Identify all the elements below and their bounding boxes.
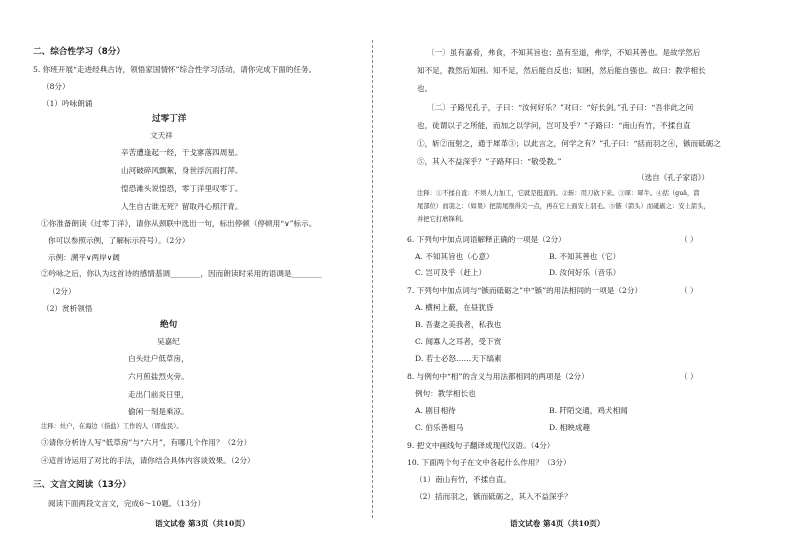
poem-1-line: 辛苦遭逢起一经，干戈寥落四周星。 [121, 148, 243, 157]
sub-task-2-label: （2）赏析领悟 [42, 304, 93, 313]
page-divider [372, 40, 373, 518]
poem-2-note: 注释：灶户，在海边（指盐）工作的人（即盐民）。 [41, 423, 183, 430]
question-7-text: 7. 下列句中加点词与“镞而砥砺之”中“镞”的用法相同的一项是（2分） [407, 286, 643, 295]
question-10-item: （2）括而羽之，镞而砥砺之，其入不益深乎？ [415, 492, 572, 501]
section-3-title: 三、文言文阅读（13分） [33, 480, 131, 490]
question-8-text: 8. 与例句中“相”的含义与用法都相同的两项是（2分） [407, 372, 589, 381]
option-c: C. 岂可及乎（赶上） [415, 268, 487, 277]
question-5-text: 5. 你班开展“走进经典古诗，领悟家国情怀”综合性学习活动，请你完成下面的任务。 [33, 65, 317, 74]
question-10-item: （1）南山有竹，不揉自直。 [415, 475, 511, 484]
question-5-points: （8分） [42, 82, 70, 91]
option-c: C. 闻寡人之耳者，受下赏 [415, 337, 502, 346]
passage-note: 并把它打磨锋利。 [417, 216, 468, 223]
sub-task-1-label: （1）吟咏朗诵 [42, 99, 93, 108]
answer-blank[interactable]: （ ） [680, 235, 698, 244]
task-3-text: ③请你分析诗人写“低草房”与“六月”，有哪几个作用？（2分） [41, 438, 252, 447]
task-1-example: 示例：溯平∨两岸∨阔 [48, 253, 120, 262]
answer-blank[interactable]: （ ） [680, 372, 698, 381]
question-9-text: 9. 把文中画线句子翻译成现代汉语。（4分） [407, 441, 555, 450]
passage-1-line: 知不足，教然后知困。知不足，然后能自反也；知困，然后能自强也。故曰：教学相长 [417, 66, 706, 75]
task-1-text: 你可以参照示例，了解标示符号）。（2分） [48, 236, 190, 245]
option-c: C. 伯乐善相马 [415, 423, 464, 432]
poem-2-author: 吴嘉纪 [157, 337, 180, 346]
poem-1-line: 惶恐滩头说惶恐，零丁洋里叹零丁。 [121, 184, 243, 193]
poem-1-title: 过零丁洋 [152, 114, 187, 124]
poem-1-line: 人生自古谁无死？留取丹心照汗青。 [121, 202, 243, 211]
task-2-text: ②吟咏之后，你认为这首诗的感情基调________，因而朗读时采用的语调是________ [41, 269, 322, 278]
poem-1-author: 文天祥 [150, 131, 173, 140]
poem-1-line: 山河破碎风飘絮，身世浮沉雨打萍。 [121, 166, 243, 175]
section-3-intro: 阅读下面两段文言文，完成6～10题。（13分） [48, 499, 206, 508]
passage-note: 注释：①不揉自直：不须人力加工，它就是挺直的。②斩：用刀砍下来。③犀：犀牛。④括（guā，箭 [417, 190, 700, 197]
passage-2-line: 也，徒谓以子之所能，而加之以学问，岂可及乎？”子路曰：“南山有竹，不揉自直 [417, 121, 691, 130]
passage-source: （选自《孔子家语》） [637, 173, 710, 182]
page-footer: 语文试卷 第3页（共10页） [155, 519, 250, 528]
question-10-text: 10. 下面两个句子在文中各起什么作用？（3分） [407, 458, 571, 467]
answer-blank[interactable]: （ ） [680, 286, 698, 295]
passage-1-line: 也。 [417, 84, 433, 93]
question-6-text: 6. 下列句中加点词语解释正确的一项是（2分） [407, 235, 566, 244]
right-page [397, 0, 794, 560]
task-4-text: ④這首诗运用了对比的手法，请你结合具体内容谈效果。（2分） [41, 456, 255, 465]
passage-2-line: ⑤，其入不益深乎？”子路拜曰：“敬受教。” [417, 157, 562, 166]
page-footer: 语文试卷 第4页（共10页） [510, 519, 605, 528]
passage-note: 尾部位）而羽之：（如果）把箭尾削得尖一点，再在它上面安上羽毛。⑤镞（箭头）而砥砺之：安上箭头， [417, 203, 710, 210]
poem-2-line: 白头灶户低草房， [128, 354, 189, 363]
option-b: B. 阡陌交通，鸡犬相闻 [549, 406, 628, 415]
poem-2-line: 走出门前炎日里， [128, 390, 189, 399]
option-a: A. 不知其旨也（心意） [415, 252, 494, 261]
poem-2-line: 六月煎盐烈火旁。 [128, 372, 189, 381]
passage-1-line: 〔一〕虽有嘉肴，弗食，不知其旨也；虽有至道，弗学，不知其善也。是故学然后 [427, 48, 701, 57]
task-1-text: ①你准备朗读《过零丁洋》，请你从颈联中选出一句，标出停顿（停顿用“∨”标示。 [41, 219, 317, 228]
option-d: D. 若士必怒……天下缟素 [415, 354, 502, 363]
question-8-example: 例句：教学相长也 [415, 389, 476, 398]
poem-2-title: 绝句 [160, 320, 178, 330]
option-a: A. 横柯上蔽，在昼犹昏 [415, 303, 494, 312]
passage-2-line: 〔二〕子路见孔子，子曰：“汝何好乐？”对曰：“好长剑。”孔子曰：“吾非此之问 [427, 103, 694, 112]
option-a: A. 剧目相待 [415, 406, 456, 415]
task-2-points: （2分） [48, 287, 76, 296]
option-d: D. 汝何好乐（音乐） [549, 268, 621, 277]
passage-2-line: ①，斩②而射之，通于犀革③；以此言之，何学之有？”孔子曰：“括而羽之④，镞而砥砺之 [417, 139, 721, 148]
option-b: B. 吾妻之美我者，私我也 [415, 320, 502, 329]
option-b: B. 不知其善也（它） [549, 252, 621, 261]
section-2-title: 二、综合性学习（8分） [33, 47, 125, 57]
option-d: D. 相映成趣 [549, 423, 591, 432]
poem-2-line: 偷闲一刻是乘凉。 [128, 407, 189, 416]
